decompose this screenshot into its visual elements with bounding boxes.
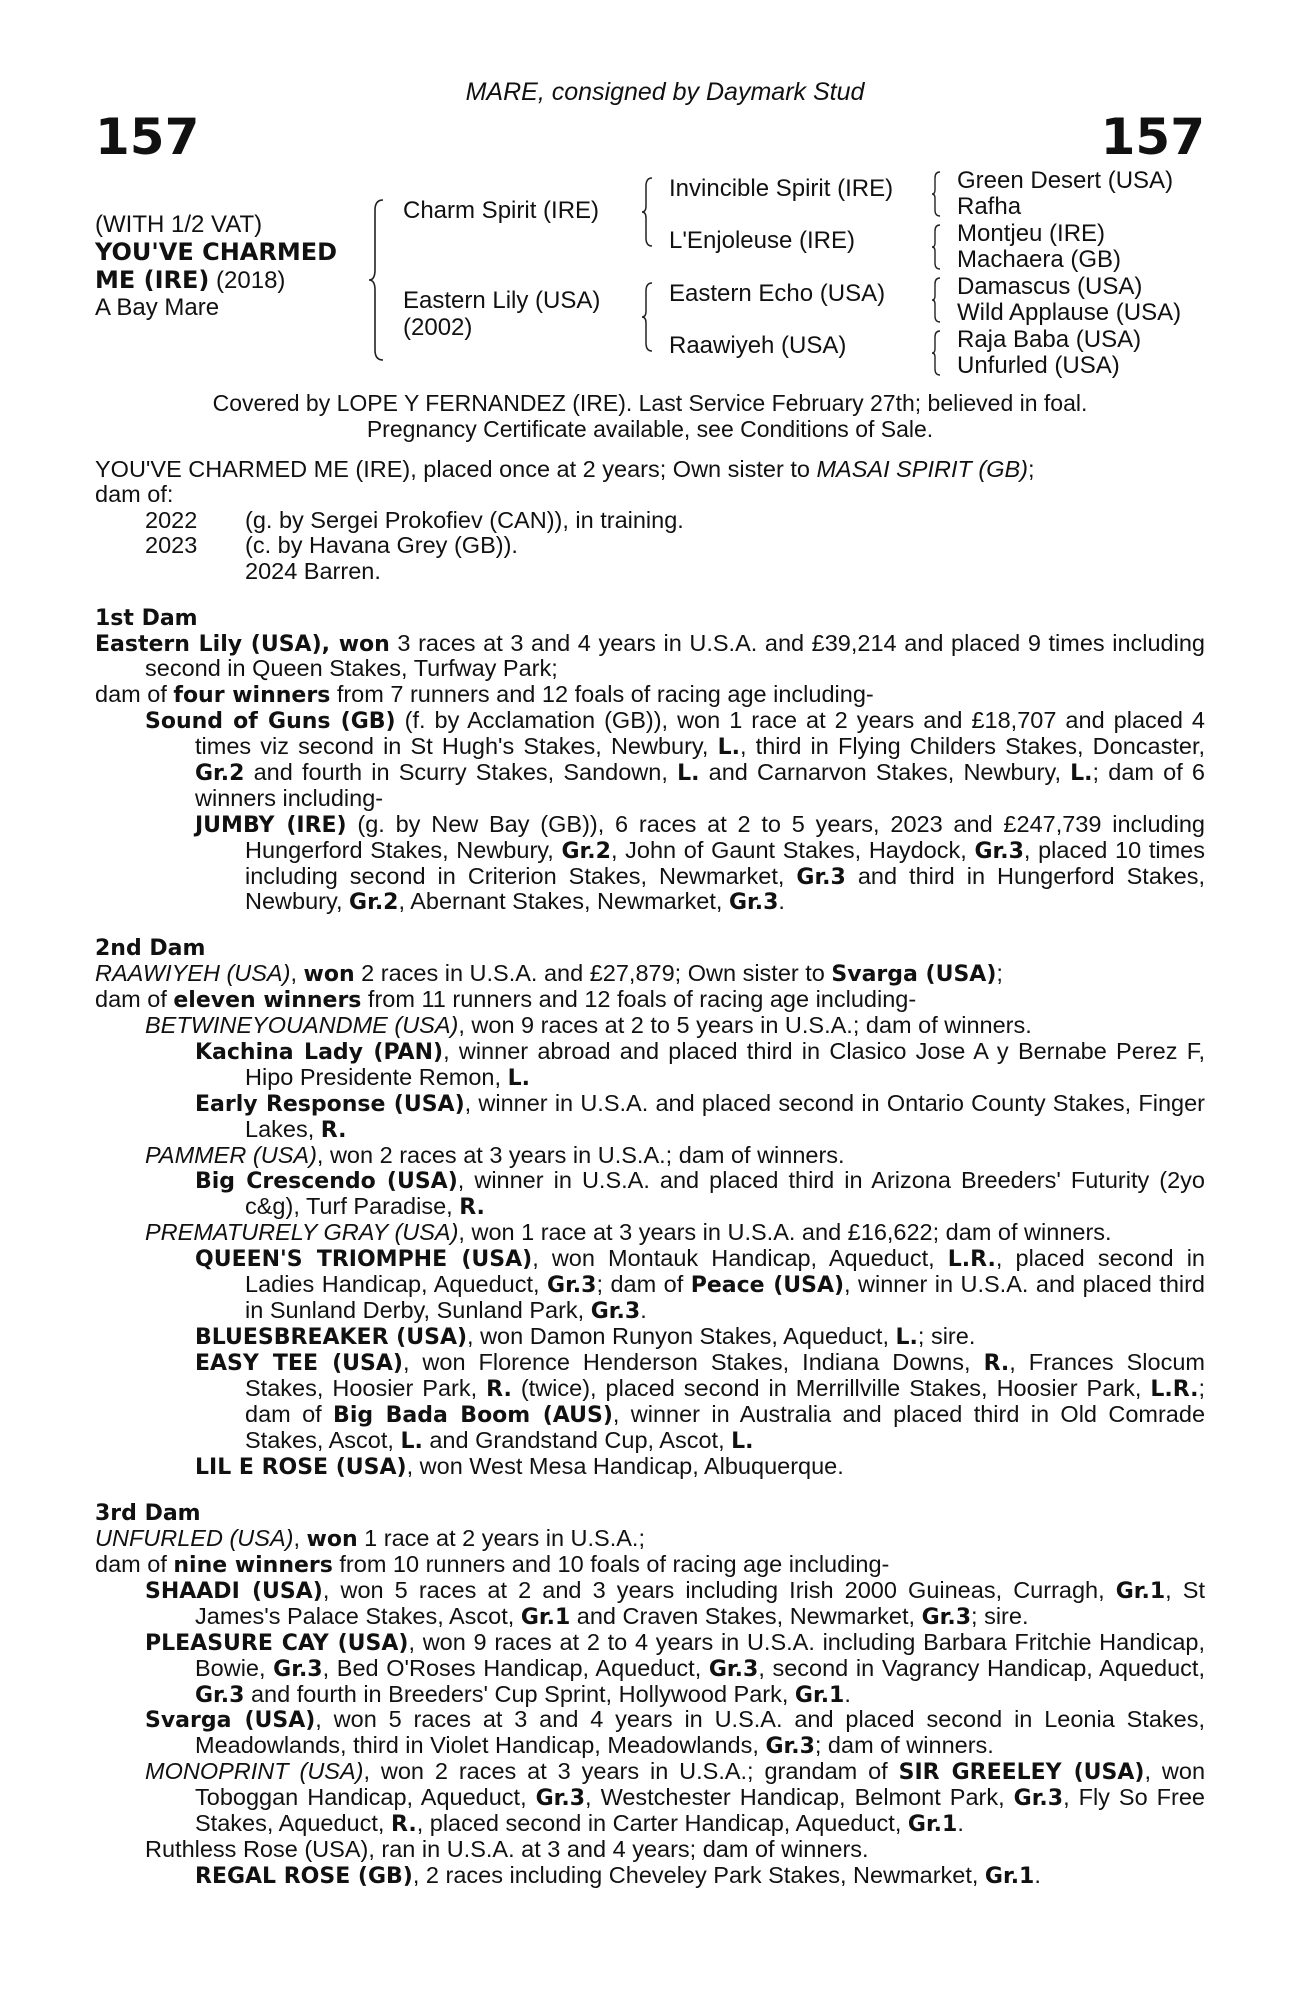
grade: Gr.1 bbox=[907, 1812, 958, 1838]
produce-entry bbox=[95, 1039, 1205, 1091]
text: , bbox=[290, 960, 304, 987]
text: , won 2 races at 3 years in U.S.A.; dam of winners. bbox=[316, 1141, 845, 1168]
dam-year: (2002) bbox=[403, 313, 473, 341]
won-label: won bbox=[303, 962, 355, 988]
text: (g. by New Bay (GB)), 6 races at 2 to 5 years, 2023 and £247,739 including Hungerford Stakes, Newbury, bbox=[245, 810, 1205, 863]
dam-entry bbox=[95, 631, 1205, 683]
produce-entry bbox=[95, 1350, 1205, 1454]
text: and fourth in Scurry Stakes, Sandown, bbox=[244, 759, 678, 785]
produce-entry bbox=[95, 1143, 1205, 1169]
text: 3 races at 3 and 4 years in U.S.A. and £39,214 and placed 9 times including second in Queen Stakes, Turfway Park; bbox=[145, 629, 1205, 682]
text: , bbox=[321, 631, 339, 657]
produce-entry bbox=[95, 1863, 1205, 1889]
horse-name: LIL E ROSE (USA) bbox=[195, 1454, 407, 1480]
text: , third in Flying Childers Stakes, Doncaster, bbox=[740, 733, 1205, 760]
produce-entry bbox=[95, 1837, 1205, 1863]
text: ; bbox=[996, 960, 1003, 987]
horse-name: SHAADI (USA) bbox=[145, 1578, 323, 1604]
winners-count: nine winners bbox=[173, 1552, 333, 1578]
text: from 11 runners and 12 foals of racing age including- bbox=[361, 986, 917, 1013]
text: , won 1 race at 3 years in U.S.A. and £16,622; dam of winners. bbox=[458, 1219, 1112, 1246]
grade: L. bbox=[731, 1428, 754, 1454]
grade: L. bbox=[400, 1428, 423, 1454]
grade: R. bbox=[486, 1376, 512, 1402]
text: and fourth in Breeders' Cup Sprint, Hollywood Park, bbox=[244, 1680, 795, 1707]
text: 2 races in U.S.A. and £27,879; Own sister to bbox=[354, 960, 832, 987]
brace-icon bbox=[930, 170, 944, 218]
mare-record bbox=[95, 457, 1205, 508]
text: 1 race at 2 years in U.S.A.; bbox=[357, 1524, 645, 1551]
text: , won 9 races at 2 to 5 years in U.S.A.; dam of winners. bbox=[458, 1012, 1032, 1039]
horse-name: PLEASURE CAY (USA) bbox=[145, 1630, 409, 1656]
dam-entry bbox=[95, 1526, 1205, 1552]
text: ; sire. bbox=[971, 1602, 1029, 1629]
produce-entry bbox=[95, 1630, 1205, 1708]
covering-line2: Pregnancy Certificate available, see Conditions of Sale. bbox=[366, 415, 934, 442]
text: (f. by Acclamation (GB)), won 1 race at 2 years and £18,707 and placed 4 times viz second in St Hugh's Stakes, Newbury, bbox=[195, 707, 1206, 760]
text: (twice), placed second in Merrillville Stakes, Hoosier Park, bbox=[511, 1374, 1151, 1401]
grade: Gr.3 bbox=[974, 838, 1024, 864]
ggdam-3: Wild Applause (USA) bbox=[957, 299, 1182, 326]
grade: Gr.1 bbox=[794, 1682, 845, 1708]
grade: Gr.3 bbox=[921, 1604, 972, 1630]
grade: Gr.3 bbox=[1013, 1786, 1064, 1812]
horse-name: Svarga (USA) bbox=[831, 962, 997, 988]
grade: L. bbox=[1070, 761, 1093, 786]
horse-name-line1: YOU'VE CHARMED bbox=[95, 237, 338, 266]
text: , winner in U.S.A. and placed third in Arizona Breeders' Futurity (2yo c&g), Turf Paradise, bbox=[245, 1167, 1205, 1220]
brace-icon bbox=[930, 223, 944, 271]
text: , placed second in Carter Handicap, Aqueduct, bbox=[416, 1810, 908, 1837]
ggsire-2: Montjeu (IRE) bbox=[957, 220, 1106, 247]
second-dam-section bbox=[95, 937, 1205, 1479]
text: . bbox=[640, 1296, 647, 1323]
text: dam of bbox=[95, 681, 174, 708]
won-label: won bbox=[338, 631, 390, 657]
text: ; sire. bbox=[917, 1322, 976, 1349]
grade: Gr.1 bbox=[520, 1604, 571, 1630]
dam-dam: Raawiyeh (USA) bbox=[669, 332, 847, 359]
text: , second in Vagrancy Handicap, Aqueduct, bbox=[758, 1654, 1205, 1681]
text: , won 5 races at 2 and 3 years including Irish 2000 Guineas, Curragh, bbox=[322, 1576, 1116, 1603]
dam-of-line bbox=[95, 987, 1205, 1013]
text: , John of Gaunt Stakes, Haydock, bbox=[610, 836, 975, 863]
ggsire-4: Raja Baba (USA) bbox=[957, 326, 1142, 353]
horse-description: A Bay Mare bbox=[95, 293, 220, 321]
horse-name: Big Crescendo (USA) bbox=[195, 1169, 458, 1195]
sibling-name: MASAI SPIRIT (GB) bbox=[816, 455, 1028, 482]
grade: Gr.3 bbox=[547, 1272, 597, 1298]
text: . bbox=[778, 888, 785, 915]
produce-text: 2024 Barren. bbox=[245, 557, 381, 584]
produce-entry bbox=[95, 1759, 1205, 1837]
text: , won West Mesa Handicap, Albuquerque. bbox=[406, 1452, 844, 1479]
text: . bbox=[844, 1680, 851, 1707]
text: , won Florence Henderson Stakes, Indiana Downs, bbox=[402, 1348, 984, 1375]
produce-entry bbox=[95, 1454, 1205, 1480]
text: and Craven Stakes, Newmarket, bbox=[570, 1602, 922, 1629]
brace-icon bbox=[930, 329, 944, 377]
horse-name: Peace (USA) bbox=[690, 1272, 845, 1298]
section-heading: 2nd Dam bbox=[95, 936, 206, 962]
lot-number-left: 157 bbox=[95, 108, 200, 166]
text: , Abernant Stakes, Newmarket, bbox=[398, 888, 729, 915]
horse-name: REGAL ROSE (GB) bbox=[195, 1863, 413, 1889]
grade: R. bbox=[320, 1117, 347, 1143]
grade: Gr.2 bbox=[195, 761, 245, 786]
covering-line1: Covered by LOPE Y FERNANDEZ (IRE). Last Service February 27th; believed in foal. bbox=[212, 390, 1088, 416]
dam bbox=[403, 288, 600, 342]
text: , Frances Slocum Stakes, Hoosier Park, bbox=[245, 1348, 1205, 1401]
text: ; dam of winners. bbox=[814, 1732, 994, 1759]
grade: L. bbox=[717, 735, 740, 761]
horse-name: PAMMER (USA) bbox=[145, 1141, 317, 1168]
horse-name: Kachina Lady (PAN) bbox=[195, 1039, 444, 1065]
foaling-year: (2018) bbox=[209, 266, 286, 294]
produce-entry bbox=[95, 1707, 1205, 1759]
horse-name: JUMBY (IRE) bbox=[195, 812, 347, 838]
grade: Gr.1 bbox=[984, 1863, 1035, 1889]
text: , won 5 races at 3 and 4 years in U.S.A. and placed second in Leonia Stakes, Meadowlands, third in Violet Handicap, Meadowlands, bbox=[195, 1706, 1205, 1759]
text: from 10 runners and 10 foals of racing age including- bbox=[332, 1550, 890, 1577]
text: . bbox=[1034, 1861, 1041, 1888]
horse-name: SIR GREELEY (USA) bbox=[898, 1760, 1145, 1786]
vat-note: (WITH 1/2 VAT) bbox=[95, 211, 263, 238]
horse-name: EASY TEE (USA) bbox=[195, 1350, 403, 1376]
dam-of-line bbox=[95, 1552, 1205, 1578]
grade: L.R. bbox=[947, 1247, 996, 1272]
grade: Gr.3 bbox=[765, 1734, 815, 1760]
produce-text: (c. by Havana Grey (GB)). bbox=[245, 532, 518, 559]
text: , winner abroad and placed third in Clasico Jose A y Bernabe Perez F, Hipo Presidente Remon, bbox=[245, 1037, 1205, 1090]
text: , won 9 races at 2 to 4 years in U.S.A. including Barbara Fritchie Handicap, Bowie, bbox=[195, 1628, 1205, 1681]
produce-year: 2023 bbox=[145, 532, 198, 559]
pedigree-table bbox=[95, 168, 1205, 383]
text: and third in Hungerford Stakes, Newbury, bbox=[245, 862, 1205, 915]
text: , Fly So Free Stakes, Aqueduct, bbox=[195, 1784, 1206, 1837]
grade: L. bbox=[895, 1324, 918, 1350]
winners-count: eleven winners bbox=[173, 988, 362, 1014]
text: , placed 10 times including second in Criterion Stakes, Newmarket, bbox=[245, 836, 1205, 889]
grade: Gr.3 bbox=[195, 1682, 245, 1708]
text: , Bed O'Roses Handicap, Aqueduct, bbox=[322, 1654, 709, 1681]
text: dam of bbox=[95, 1550, 174, 1577]
text: and Grandstand Cup, Ascot, bbox=[422, 1426, 732, 1453]
produce-entry bbox=[95, 812, 1205, 916]
horse-name: Eastern Lily (USA) bbox=[95, 631, 322, 657]
text: , 2 races including Cheveley Park Stakes, Newmarket, bbox=[412, 1861, 985, 1888]
text: , won Damon Runyon Stakes, Aqueduct, bbox=[467, 1322, 896, 1349]
text: , Westchester Handicap, Belmont Park, bbox=[585, 1784, 1014, 1811]
mare-record-text: YOU'VE CHARMED ME (IRE), placed once at 2 years; Own sister to bbox=[95, 455, 817, 482]
text: from 7 runners and 12 foals of racing age including- bbox=[330, 681, 874, 708]
produce-entry bbox=[95, 1013, 1205, 1039]
sire: Charm Spirit (IRE) bbox=[403, 197, 600, 224]
produce-year: 2022 bbox=[145, 506, 198, 533]
third-dam-section bbox=[95, 1502, 1205, 1889]
produce-year bbox=[145, 559, 245, 585]
ggsire-3: Damascus (USA) bbox=[957, 273, 1143, 300]
text: and Carnarvon Stakes, Newbury, bbox=[699, 759, 1071, 785]
produce-entry bbox=[95, 1091, 1205, 1143]
sire-brace-icon bbox=[640, 176, 656, 248]
horse-name: UNFURLED (USA) bbox=[95, 1524, 294, 1551]
catalogue-page bbox=[95, 78, 1205, 1889]
produce-entry bbox=[95, 1246, 1205, 1324]
big-brace-icon bbox=[367, 198, 389, 363]
dam-sire: Eastern Echo (USA) bbox=[669, 280, 886, 307]
horse-name-line2: ME (IRE) bbox=[95, 265, 210, 294]
produce-entry bbox=[95, 1168, 1205, 1220]
text: Ruthless Rose (USA), ran in U.S.A. at 3 and 4 years; dam of winners. bbox=[145, 1836, 869, 1863]
text: ; dam of bbox=[596, 1270, 691, 1297]
grade: L. bbox=[507, 1065, 530, 1091]
grade: Gr.2 bbox=[561, 838, 611, 864]
text: . bbox=[957, 1810, 964, 1837]
text: , placed second in Ladies Handicap, Aqueduct, bbox=[245, 1245, 1205, 1297]
grade: Gr.3 bbox=[535, 1786, 586, 1812]
grade: Gr.3 bbox=[796, 864, 846, 890]
horse-identity bbox=[95, 212, 337, 322]
section-heading: 3rd Dam bbox=[95, 1500, 201, 1526]
horse-name: Sound of Guns (GB) bbox=[145, 709, 396, 735]
grade: Gr.3 bbox=[708, 1656, 759, 1682]
ggsire-1: Green Desert (USA) bbox=[957, 167, 1174, 194]
sire-sire: Invincible Spirit (IRE) bbox=[669, 175, 894, 202]
first-dam-section bbox=[95, 607, 1205, 916]
lot-number-right: 157 bbox=[1100, 108, 1205, 166]
grade: Gr.3 bbox=[728, 890, 779, 916]
text: ; dam of bbox=[245, 1374, 1205, 1427]
text: , won Montauk Handicap, Aqueduct, bbox=[532, 1245, 948, 1271]
text: , won Toboggan Handicap, Aqueduct, bbox=[195, 1758, 1206, 1811]
winners-count: four winners bbox=[173, 683, 331, 709]
horse-name: BLUESBREAKER (USA) bbox=[195, 1324, 468, 1350]
grade: L. bbox=[677, 761, 700, 786]
horse-name: Big Bada Boom (AUS) bbox=[333, 1402, 613, 1428]
horse-name: RAAWIYEH (USA) bbox=[95, 960, 291, 987]
consignment-line: MARE, consigned by Daymark Stud bbox=[465, 78, 865, 106]
horse-name: MONOPRINT (USA) bbox=[145, 1758, 364, 1785]
ggdam-1: Rafha bbox=[957, 193, 1022, 220]
horse-name: QUEEN'S TRIOMPHE (USA) bbox=[195, 1247, 533, 1272]
text: , winner in U.S.A. and placed third in Sunland Derby, Sunland Park, bbox=[245, 1270, 1206, 1323]
ggdam-4: Unfurled (USA) bbox=[957, 352, 1120, 379]
horse-name: Svarga (USA) bbox=[145, 1708, 316, 1734]
grade: L.R. bbox=[1150, 1376, 1199, 1402]
produce-record bbox=[145, 508, 1205, 585]
text: , winner in U.S.A. and placed second in Ontario County Stakes, Finger Lakes, bbox=[245, 1089, 1205, 1142]
text: , winner in Australia and placed third in Old Comrade Stakes, Ascot, bbox=[245, 1400, 1206, 1453]
text: ; bbox=[1028, 455, 1035, 482]
dam-name: Eastern Lily (USA) bbox=[403, 287, 601, 314]
grade: Gr.1 bbox=[1115, 1578, 1166, 1604]
dam-entry bbox=[95, 961, 1205, 987]
grade: Gr.3 bbox=[273, 1656, 323, 1682]
text: , bbox=[293, 1524, 307, 1551]
covering-note bbox=[95, 391, 1205, 443]
dam-of-label: dam of: bbox=[95, 481, 174, 508]
lot-number-row bbox=[95, 108, 1205, 168]
produce-entry bbox=[95, 708, 1205, 812]
grade: R. bbox=[983, 1350, 1010, 1376]
horse-name: PREMATURELY GRAY (USA) bbox=[145, 1219, 459, 1246]
horse-name: Early Response (USA) bbox=[195, 1091, 465, 1117]
sire-dam: L'Enjoleuse (IRE) bbox=[669, 227, 855, 254]
ggdam-2: Machaera (GB) bbox=[957, 246, 1122, 273]
grade: R. bbox=[390, 1812, 417, 1838]
produce-text: (g. by Sergei Prokofiev (CAN)), in training. bbox=[245, 506, 684, 533]
produce-entry bbox=[95, 1578, 1205, 1630]
section-heading: 1st Dam bbox=[95, 605, 198, 631]
produce-entry bbox=[95, 1220, 1205, 1246]
produce-entry bbox=[95, 1324, 1205, 1350]
grade: Gr.2 bbox=[349, 890, 399, 916]
horse-name: BETWINEYOUANDME (USA) bbox=[145, 1012, 459, 1039]
dam-of-line bbox=[95, 682, 1205, 708]
dam-brace-icon bbox=[640, 281, 656, 353]
grade: R. bbox=[459, 1195, 485, 1221]
text: , St James's Palace Stakes, Ascot, bbox=[195, 1576, 1206, 1629]
won-label: won bbox=[306, 1526, 358, 1552]
text: ; dam of 6 winners including- bbox=[195, 759, 1205, 811]
text: dam of bbox=[95, 986, 174, 1013]
text: , won 2 races at 3 years in U.S.A.; grandam of bbox=[363, 1758, 899, 1785]
brace-icon bbox=[930, 276, 944, 324]
grade: Gr.3 bbox=[590, 1298, 641, 1324]
